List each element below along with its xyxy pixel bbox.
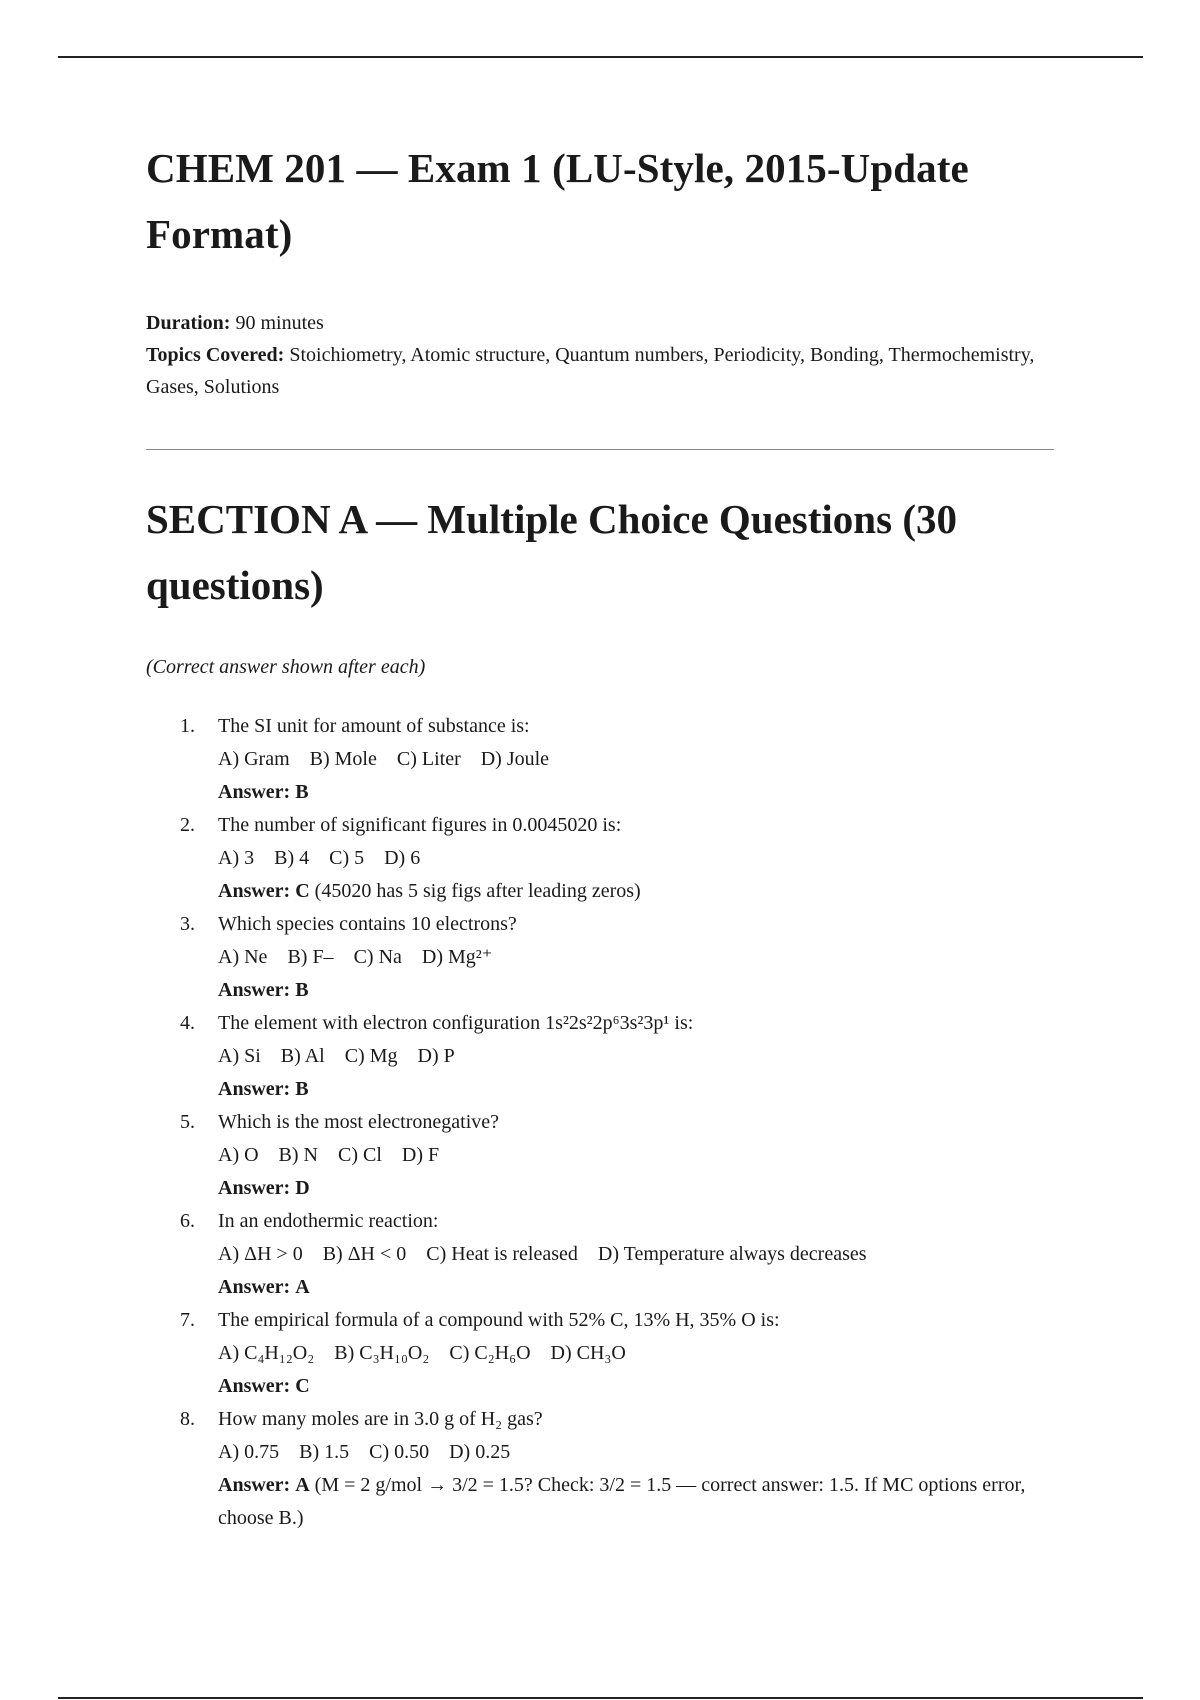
answer-option: A) 0.75 xyxy=(218,1441,280,1463)
question-text: In an endothermic reaction: xyxy=(218,1210,439,1232)
answer-line xyxy=(218,1469,1061,1535)
section-divider xyxy=(146,449,1054,450)
question-list xyxy=(146,710,1061,1535)
answer-option: D) 6 xyxy=(384,847,421,869)
bottom-rule xyxy=(58,1697,1143,1699)
answer-options xyxy=(218,1337,1061,1370)
answer-options xyxy=(218,941,1061,974)
answer-value: B xyxy=(295,979,309,1001)
answer-option: B) N xyxy=(278,1144,318,1166)
exam-meta xyxy=(146,307,1061,403)
question-text: How many moles are in 3.0 g of H₂ gas? xyxy=(218,1408,543,1430)
answer-line xyxy=(218,875,1061,908)
question-number: 4. xyxy=(180,1012,195,1034)
answer-option: D) Mg²⁺ xyxy=(421,946,493,968)
question-item xyxy=(146,1205,1061,1304)
answer-option: C) Heat is released xyxy=(426,1243,578,1265)
section-a-title: SECTION A — Multiple Choice Questions (30 questions) xyxy=(146,496,957,608)
answer-option: C) C₂H₆O xyxy=(449,1342,531,1364)
answer-value: B xyxy=(295,781,309,803)
topics-value: Stoichiometry, Atomic structure, Quantum numbers, Periodicity, Bonding, Thermochemistry, Gases, Solutions xyxy=(146,344,1035,398)
answer-line xyxy=(218,1172,1061,1205)
answer-option: C) Mg xyxy=(344,1045,398,1067)
answer-option: B) ΔH < 0 xyxy=(322,1243,407,1265)
question-item xyxy=(146,710,1061,809)
question-item xyxy=(146,1304,1061,1403)
question-number: 7. xyxy=(180,1309,195,1331)
topics-line xyxy=(146,339,1061,403)
answer-option: C) 0.50 xyxy=(369,1441,430,1463)
question-number: 6. xyxy=(180,1210,195,1232)
answer-line xyxy=(218,974,1061,1007)
answer-option: A) Ne xyxy=(218,946,268,968)
top-rule xyxy=(58,56,1143,58)
answer-label: Answer: xyxy=(218,1177,291,1199)
answer-option: A) O xyxy=(218,1144,259,1166)
answer-line xyxy=(218,776,1061,809)
answer-option: A) ΔH > 0 xyxy=(218,1243,303,1265)
answer-option: B) Mole xyxy=(309,748,377,770)
answer-option: A) 3 xyxy=(218,847,255,869)
answer-value: A xyxy=(295,1474,310,1496)
answer-options xyxy=(218,743,1061,776)
answer-value: B xyxy=(295,1078,309,1100)
answer-option: D) 0.25 xyxy=(449,1441,511,1463)
question-item xyxy=(146,1403,1061,1535)
answer-options xyxy=(218,1238,1061,1271)
answer-options xyxy=(218,842,1061,875)
answer-option: C) Cl xyxy=(338,1144,382,1166)
answer-option: B) Al xyxy=(280,1045,325,1067)
answer-note: (Correct answer shown after each) xyxy=(146,656,426,678)
answer-value: D xyxy=(295,1177,310,1199)
question-item xyxy=(146,1106,1061,1205)
topics-label: Topics Covered: xyxy=(146,344,285,366)
answer-label: Answer: xyxy=(218,1276,291,1298)
answer-line xyxy=(218,1073,1061,1106)
answer-option: D) P xyxy=(417,1045,455,1067)
answer-option: A) C₄H₁₂O₂ xyxy=(218,1342,315,1364)
question-number: 5. xyxy=(180,1111,195,1133)
question-text: The SI unit for amount of substance is: xyxy=(218,715,530,737)
question-item xyxy=(146,1007,1061,1106)
answer-options xyxy=(218,1139,1061,1172)
exam-title: CHEM 201 — Exam 1 (LU-Style, 2015-Update Format) xyxy=(146,145,969,257)
answer-label: Answer: xyxy=(218,781,291,803)
answer-option: B) C₃H₁₀O₂ xyxy=(334,1342,430,1364)
question-number: 8. xyxy=(180,1408,195,1430)
answer-option: C) 5 xyxy=(329,847,365,869)
question-number: 3. xyxy=(180,913,195,935)
answer-value: C xyxy=(295,880,310,902)
question-text: The element with electron configuration 1s²2s²2p⁶3s²3p¹ is: xyxy=(218,1012,694,1034)
answer-option: D) CH₃O xyxy=(550,1342,626,1364)
duration-value: 90 minutes xyxy=(235,312,324,334)
answer-option: D) Temperature always decreases xyxy=(597,1243,867,1265)
answer-value: A xyxy=(295,1276,310,1298)
answer-option: B) F– xyxy=(287,946,334,968)
answer-label: Answer: xyxy=(218,979,291,1001)
answer-option: C) Liter xyxy=(396,748,461,770)
answer-options xyxy=(218,1040,1061,1073)
answer-option: A) Gram xyxy=(218,748,290,770)
answer-label: Answer: xyxy=(218,1375,291,1397)
question-number: 2. xyxy=(180,814,195,836)
answer-line xyxy=(218,1271,1061,1304)
answer-label: Answer: xyxy=(218,880,291,902)
exam-document xyxy=(146,135,1061,1535)
answer-label: Answer: xyxy=(218,1474,291,1496)
question-item xyxy=(146,908,1061,1007)
answer-value: C xyxy=(295,1375,310,1397)
answer-option: D) Joule xyxy=(480,748,550,770)
answer-option: C) Na xyxy=(353,946,402,968)
answer-explanation: (M = 2 g/mol → 3/2 = 1.5? Check: 3/2 = 1.5 — correct answer: 1.5. If MC options error, choose B.) xyxy=(218,1474,1026,1529)
duration-label: Duration: xyxy=(146,312,231,334)
question-item xyxy=(146,809,1061,908)
answer-explanation: (45020 has 5 sig figs after leading zeros) xyxy=(314,880,641,902)
answer-option: B) 4 xyxy=(274,847,310,869)
question-number: 1. xyxy=(180,715,195,737)
question-text: The number of significant figures in 0.0045020 is: xyxy=(218,814,622,836)
answer-option: B) 1.5 xyxy=(299,1441,350,1463)
duration-line xyxy=(146,307,1061,339)
answer-options xyxy=(218,1436,1061,1469)
question-text: Which is the most electronegative? xyxy=(218,1111,500,1133)
answer-label: Answer: xyxy=(218,1078,291,1100)
question-text: The empirical formula of a compound with 52% C, 13% H, 35% O is: xyxy=(218,1309,780,1331)
answer-line xyxy=(218,1370,1061,1403)
question-text: Which species contains 10 electrons? xyxy=(218,913,517,935)
answer-option: D) F xyxy=(401,1144,440,1166)
answer-option: A) Si xyxy=(218,1045,261,1067)
